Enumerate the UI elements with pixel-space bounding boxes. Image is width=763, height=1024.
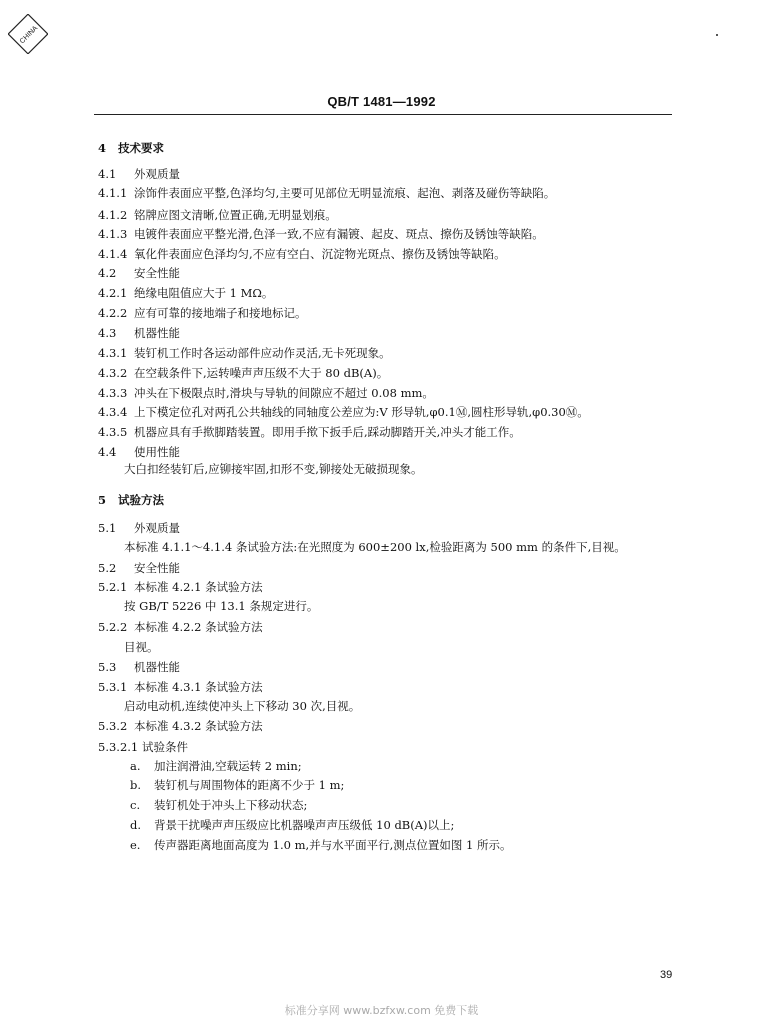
list-item: c. 装钉机处于冲头上下移动状态; [130,798,308,812]
clause-body: 启动电动机,连续使冲头上下移动 30 次,目视。 [124,699,361,713]
standard-number: QB/T 1481—1992 [327,94,436,109]
list-item: b. 装钉机与周围物体的距离不少于 1 m; [130,778,345,792]
scan-dot [716,34,718,36]
clause-body: 大白扣经装钉后,应铆接牢固,扣形不变,铆接处无破损现象。 [124,462,423,476]
clause: 4.1.2 铭牌应图文清晰,位置正确,无明显划痕。 [98,208,337,222]
clause-body: 按 GB/T 5226 中 13.1 条规定进行。 [124,599,319,613]
clause-body: 本标准 4.1.1～4.1.4 条试验方法:在光照度为 600±200 lx,检验距离为 500 mm 的条件下,目视。 [124,540,626,554]
clause: 4.2.1 绝缘电阻值应大于 1 MΩ。 [98,286,274,300]
china-stamp [8,14,48,54]
clause: 4.3.1 装钉机工作时各运动部件应动作灵活,无卡死现象。 [98,346,391,360]
clause: 5.3.1 本标准 4.3.1 条试验方法 [98,680,263,694]
clause: 4.2.2 应有可靠的接地端子和接地标记。 [98,306,307,320]
clause: 4.1.4 氧化件表面应色泽均匀,不应有空白、沉淀物光斑点、擦伤及锈蚀等缺陷。 [98,247,506,261]
clause: 5.2.1 本标准 4.2.1 条试验方法 [98,580,263,594]
subsection-heading: 4.1 外观质量 [98,167,180,181]
subsection-heading: 5.2 安全性能 [98,561,180,575]
subsection-heading: 5.3 机器性能 [98,660,180,674]
stamp-text: CHINA [18,24,40,46]
download-watermark: 标准分享网 www.bzfxw.com 免费下载 [284,1004,479,1017]
clause: 4.3.2 在空载条件下,运转噪声声压级不大于 80 dB(A)。 [98,366,389,380]
list-item: e. 传声器距离地面高度为 1.0 m,并与水平面平行,测点位置如图 1 所示。 [130,838,512,852]
list-item: d. 背景干扰噪声声压级应比机器噪声声压级低 10 dB(A)以上; [130,818,455,832]
header-rule [94,114,672,115]
clause: 4.1.3 电镀件表面应平整光滑,色泽一致,不应有漏镀、起皮、斑点、擦伤及锈蚀等缺陷。 [98,227,544,241]
section-heading-5: 5 试验方法 [98,493,164,507]
clause: 5.3.2 本标准 4.3.2 条试验方法 [98,719,263,733]
clause-body: 目视。 [124,640,159,654]
clause: 4.1.1 涂饰件表面应平整,色泽均匀,主要可见部位无明显流痕、起泡、剥落及碰伤等缺陷。 [98,186,556,200]
subsection-heading: 4.3 机器性能 [98,326,180,340]
clause: 5.3.2.1 试验条件 [98,740,188,754]
subsection-heading: 5.1 外观质量 [98,521,180,535]
clause: 4.3.3 冲头在下极限点时,滑块与导轨的间隙应不超过 0.08 mm。 [98,386,434,400]
clause: 5.2.2 本标准 4.2.2 条试验方法 [98,620,263,634]
subsection-heading: 4.2 安全性能 [98,266,180,280]
list-item: a. 加注润滑油,空载运转 2 min; [130,759,302,773]
clause: 4.3.5 机器应具有手揿脚踏装置。即用手揿下扳手后,踩动脚踏开关,冲头才能工作。 [98,425,521,439]
section-heading-4: 4 技术要求 [98,141,164,155]
subsection-heading: 4.4 使用性能 [98,445,180,459]
clause: 4.3.4 上下模定位孔对两孔公共轴线的同轴度公差应为:V 形导轨,φ0.1Ⓜ,圆柱形导轨,φ0.30Ⓜ。 [98,405,589,419]
page-number: 39 [660,969,673,981]
